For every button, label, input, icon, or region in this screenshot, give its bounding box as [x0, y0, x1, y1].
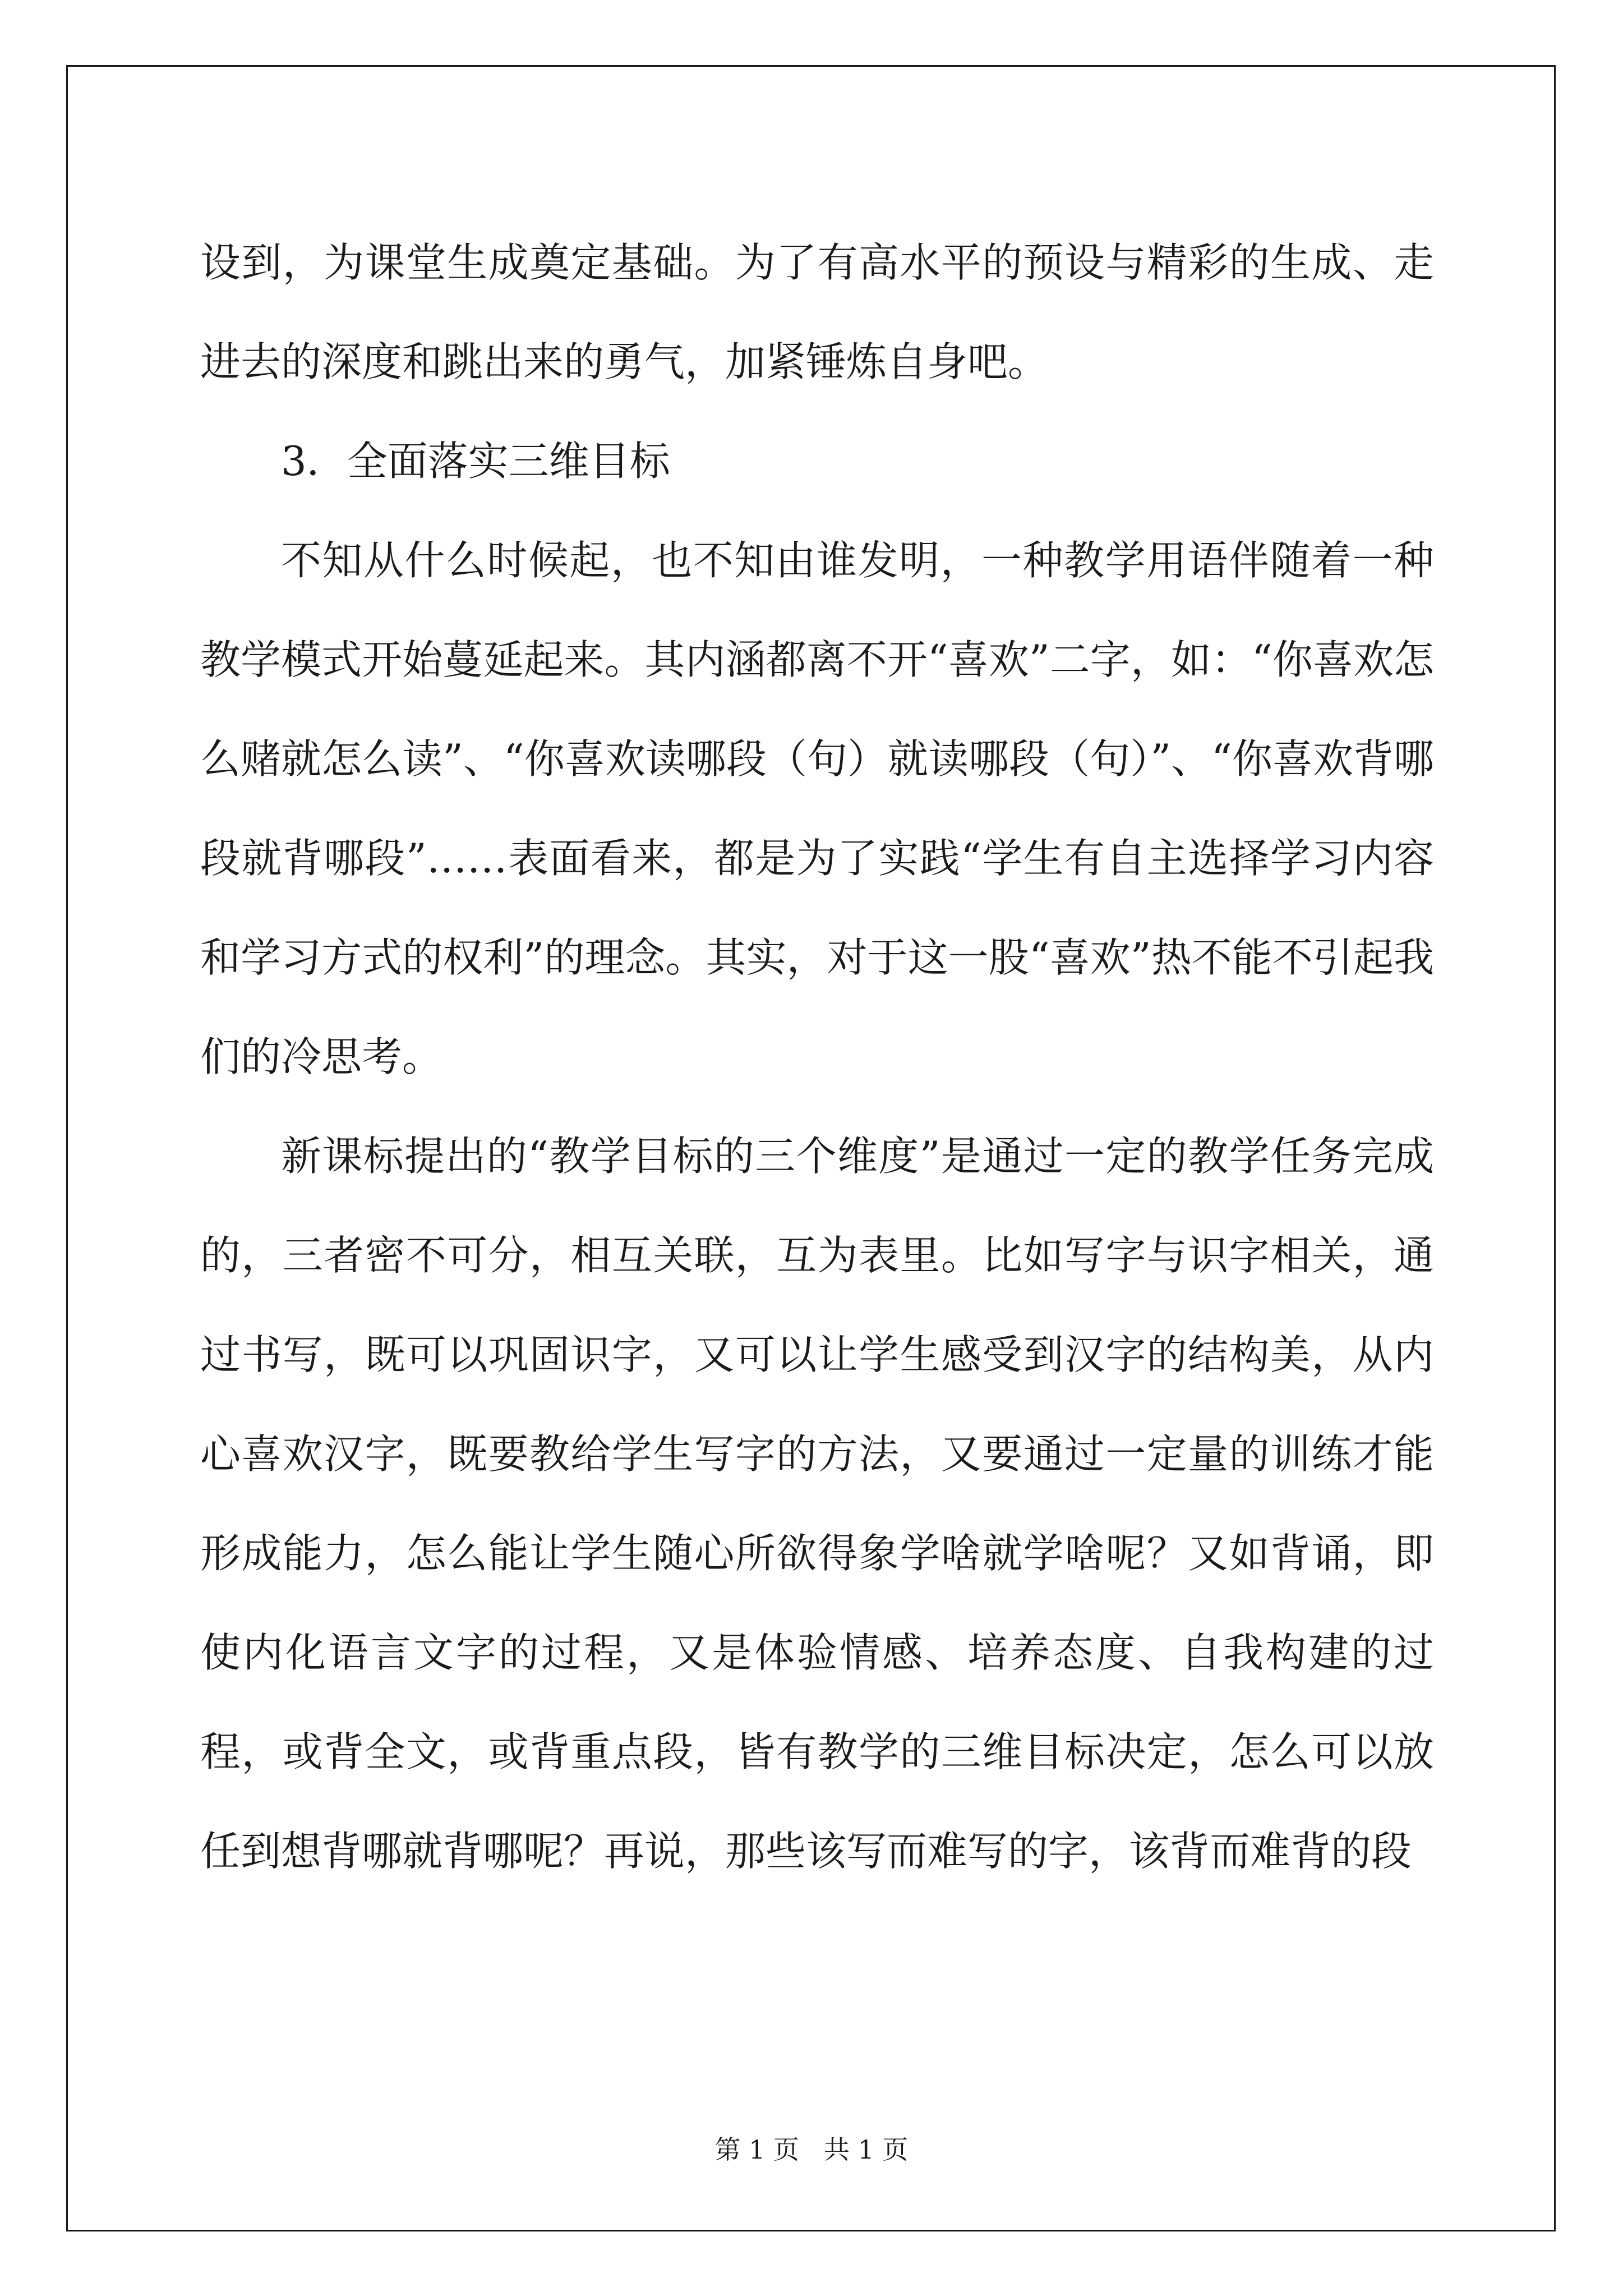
paragraph: 不知从什么时候起，也不知由谁发明，一种教学用语伴随着一种教学模式开始蔓延起来。其内涵都离不开“喜欢”二字，如：“你喜欢怎么赌就怎么读”、“你喜欢读哪段（句）就读哪段（句）”、“你喜欢背哪段就背哪段”……表面看来，都是为了实践“学生有自主选择学习内容和学习方式的权利”的理念。其实，对于这一股“喜欢”热不能不引起我们的冷思考。 [200, 537, 1434, 1080]
paragraph-continuation: 设到，为课堂生成奠定基础。为了有高水平的预设与精彩的生成、走进去的深度和跳出来的勇气，加紧锤炼自身吧。 [200, 239, 1434, 385]
page-footer: 第 1 页 共 1 页 [714, 2134, 909, 2165]
document-body [200, 213, 1434, 1901]
paragraph: 新课标提出的“教学目标的三个维度”是通过一定的教学任务完成的，三者密不可分，相互关联，互为表里。比如写字与识字相关，通过书写，既可以巩固识字，又可以让学生感受到汉字的结构美，从内心喜欢汉字，既要教给学生写字的方法，又要通过一定量的训练才能形成能力，怎么能让学生随心所欲得象学啥就学啥呢？又如背诵，即使内化语言文字的过程，又是体验情感、培养态度、自我构建的过程，或背全文，或背重点段，皆有教学的三维目标决定，怎么可以放任到想背哪就背哪呢？再说，那些该写而难写的字，该背而难背的段 [200, 1133, 1434, 1875]
section-heading: 3．全面落实三维目标 [281, 438, 670, 485]
